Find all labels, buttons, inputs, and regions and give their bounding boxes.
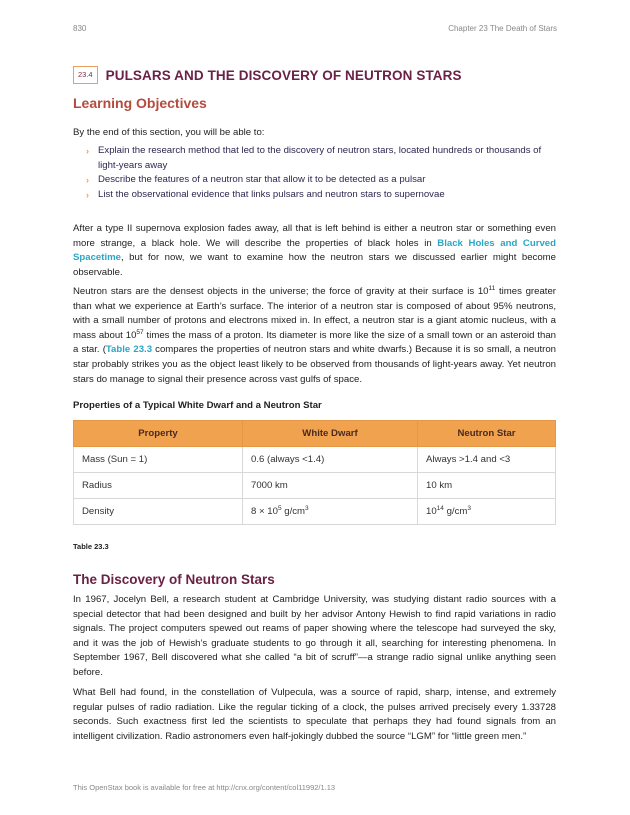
learning-objective-item: › List the observational evidence that links pulsars and neutron stars to supernovae: [86, 188, 556, 203]
paragraph-pulses: What Bell had found, in the constellation of Vulpecula, was a source of rapid, sharp, intense, and extremely regular pulses of radio radiation. Like the regular ticking of a clock, the pulses arrived precisely every 1.33728 seconds. Such exactness first led the scientists to speculate that perhaps they had found signals from an intelligent civilization. Radio astronomers even half-jokingly dubbed the source “LGM” for “little green men.”: [73, 687, 556, 742]
header-white-dwarf: White Dwarf: [243, 421, 418, 447]
table-caption: Properties of a Typical White Dwarf and a Neutron Star: [73, 400, 322, 411]
learning-objectives-intro: By the end of this section, you will be able to:: [73, 127, 265, 138]
header-neutron-star: Neutron Star: [418, 421, 556, 447]
chevron-right-icon: ›: [86, 175, 89, 186]
link-table-23-3[interactable]: Table 23.3: [105, 344, 153, 356]
link-black-holes[interactable]: Black Holes and Curved Spacetime: [73, 237, 556, 264]
properties-table: [73, 420, 556, 525]
paragraph-neutron-stars: Neutron stars are the densest objects in the universe; the force of gravity at their surface is $10^{11}$ times greater than what we experience at Earth’s surface. The interior of a neutron star is composed of about 95% neutrons, with a small number of protons and electrons mixed in. In effect, a neutron star is a giant atomic nucleus, with a mass about $10^{57}$ times the mass of a proton. Its diameter is more like the size of a small town or an asteroid than a star. (Table 23.3 compares the properties of neutron stars and white dwarfs.) Because it is so small, a neutron star probably strikes you as the object least likely to be observed from thousands of light-years away. Yet neutron stars do manage to signal their presence across vast gulfs of space.: [73, 284, 556, 385]
chapter-title: Chapter 23 The Death of Stars: [448, 24, 557, 33]
table-row: [74, 473, 556, 499]
learning-objectives-list: [86, 144, 556, 202]
paragraph-bell-discovery: In 1967, Jocelyn Bell, a research student at Cambridge University, was studying distant radio sources with a special detector that had been designed and built by her advisor Antony Hewish to find rapid variations in radio signals. The project computers spewed out reams of paper showing where the telescope had surveyed the sky, and it was the job of Hewish’s graduate students to go through it all, searching for interesting phenomena. In September 1967, Bell discovered what she called “a bit of scruff”—a strange radio signal unlike anything seen before.: [73, 594, 556, 678]
cell-white-dwarf: 7000 km: [243, 473, 418, 499]
cell-neutron-star: Always >1.4 and <3: [418, 447, 556, 473]
cell-property: Radius: [74, 473, 243, 499]
chevron-right-icon: ›: [86, 146, 89, 156]
paragraph-supernova: After a type II supernova explosion fades away, all that is left behind is either a neutron star or something even more strange, a black hole. We will describe the properties of black holes in Black Holes and Curved Spacetime, but for now, we want to examine how the neutron stars we discussed earlier might become observable.: [73, 223, 556, 278]
section-heading: [73, 66, 570, 84]
learning-objective-item: › Describe the features of a neutron star that allow it to be detected as a pulsar: [86, 173, 556, 188]
cell-neutron-star: 10 km: [418, 473, 556, 499]
table-label: Table 23.3: [73, 542, 109, 551]
cell-property: Mass (Sun = 1): [74, 447, 243, 473]
page-number: 830: [73, 24, 87, 33]
learning-objectives-title: Learning Objectives: [73, 95, 207, 111]
header-property: Property: [74, 421, 243, 447]
table-row: [74, 447, 556, 473]
table-header-row: [74, 421, 556, 447]
cell-white-dwarf: 0.6 (always <1.4): [243, 447, 418, 473]
section-title: PULSARS AND THE DISCOVERY OF NEUTRON STARS: [105, 67, 462, 83]
cell-property: Density: [74, 499, 243, 525]
section-number-badge: 23.4: [73, 66, 98, 84]
discovery-heading: The Discovery of Neutron Stars: [73, 572, 275, 587]
cell-white-dwarf: $8 \times 10^5$ $g/cm^3$: [243, 499, 418, 525]
running-header: [73, 24, 557, 33]
learning-objective-item: › Explain the research method that led to the discovery of neutron stars, located hundreds or thousands of light-years away: [86, 145, 542, 171]
chevron-right-icon: ›: [86, 189, 89, 200]
cell-neutron-star: $10^{14}$ $g/cm^3$: [418, 499, 556, 525]
page-footer: This OpenStax book is available for free at http://cnx.org/content/col11992/1.13: [73, 783, 336, 792]
table-row: [74, 499, 556, 525]
